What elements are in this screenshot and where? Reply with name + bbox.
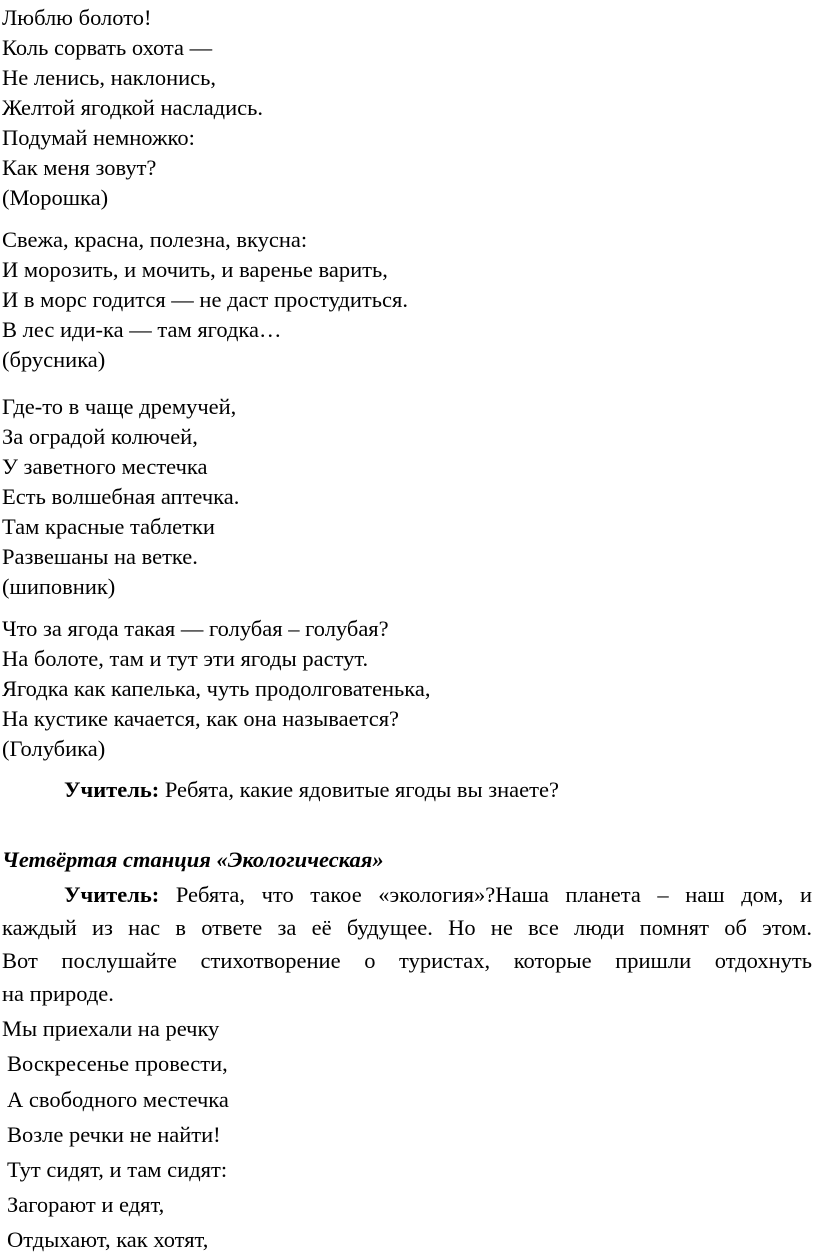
poem-line: Загорают и едят, [7,1192,165,1217]
riddle-line: Желтой ягодкой насладись. [2,95,264,120]
poem-line: Воскресенье провести, [7,1051,228,1076]
riddle-line: Как меня зовут? [2,155,157,180]
poem-line: Мы приехали на речку [2,1016,220,1041]
speaker-label: Учитель: [64,882,160,907]
riddle-answer: (Морошка) [2,185,109,210]
riddle-line: Коль сорвать охота — [2,35,213,60]
riddle-line: Там красные таблетки [2,514,215,539]
riddle-answer: (Голубика) [2,736,106,761]
poem-line: Отдыхают, как хотят, [7,1227,209,1252]
riddle-line: Подумай немножко: [2,125,195,150]
paragraph-line [2,880,812,910]
riddle-line: Есть волшебная аптечка. [2,484,240,509]
poem-line: Тут сидят, и там сидят: [7,1157,228,1182]
riddle-line: За оградой колючей, [2,424,198,449]
riddle-line: И морозить, и мочить, и варенье варить, [2,257,388,282]
riddle-line: Развешаны на ветке. [2,544,198,569]
riddle-answer: (брусника) [2,347,106,372]
riddle-answer: (шиповник) [2,574,116,599]
riddle-line: Свежа, красна, полезна, вкусна: [2,227,308,252]
riddle-line: На болоте, там и тут эти ягоды растут. [2,646,369,671]
paragraph-line: Вот послушайте стихотворение о туристах, которые пришли отдохнуть [2,948,812,973]
teacher-question-text: Ребята, какие ядовитые ягоды вы знаете? [159,777,559,802]
paragraph-line: каждый из нас в ответе за её будущее. Но не все люди помнят об этом. [2,915,812,940]
riddle-line: Не ленись, наклонись, [2,65,217,90]
riddle-line: И в морс годится — не даст простудиться. [2,287,408,312]
paragraph-text: Ребята, что такое «экология»?Наша планета – наш дом, и [159,882,812,907]
poem-line: А свободного местечка [7,1087,229,1112]
paragraph-line: на природе. [2,981,114,1006]
riddle-line: Люблю болото! [2,5,152,30]
riddle-line: На кустике качается, как она называется? [2,706,400,731]
riddle-line: Где-то в чаще дремучей, [2,394,237,419]
riddle-line: Что за ягода такая — голубая – голубая? [2,616,389,641]
teacher-question [64,775,559,805]
riddle-line: В лес иди-ка — там ягодка… [2,317,282,342]
riddle-line: У заветного местечка [2,454,208,479]
speaker-label: Учитель: [64,777,160,802]
station-heading: Четвёртая станция «Экологическая» [2,847,384,872]
riddle-line: Ягодка как капелька, чуть продолговатенька, [2,676,431,701]
poem-line: Возле речки не найти! [7,1122,221,1147]
